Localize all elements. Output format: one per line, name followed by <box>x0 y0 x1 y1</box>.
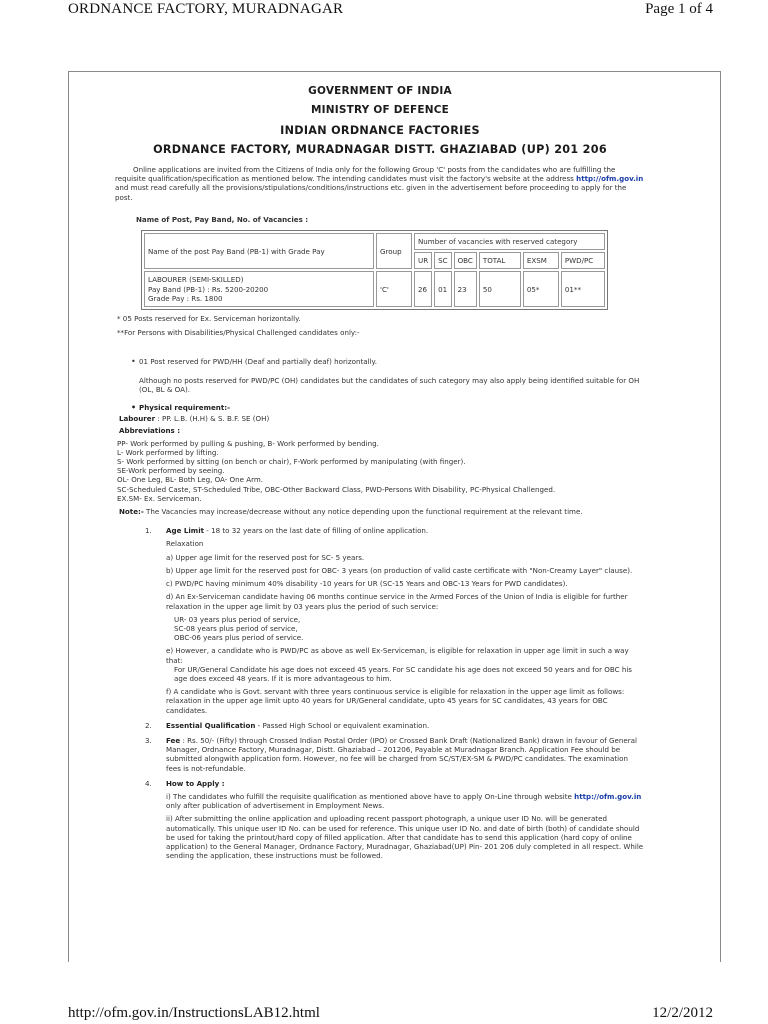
table-notes <box>117 314 645 337</box>
subheader-exsm: EXSM <box>523 252 559 269</box>
title-factory-address: ORDNANCE FACTORY, MURADNAGAR DISTT. GHAZIABAD (UP) 201 206 <box>153 143 607 156</box>
cell-sc: 01 <box>434 271 451 307</box>
title-ordnance-factories: INDIAN ORDNANCE FACTORIES <box>280 124 480 137</box>
website-link[interactable]: http://ofm.gov.in <box>576 174 644 184</box>
abbreviations-list <box>117 439 645 503</box>
apply-title: How to Apply : <box>166 778 225 788</box>
print-header <box>0 0 768 22</box>
subheader-sc: SC <box>434 252 451 269</box>
abbr-line: EX.SM- Ex. Serviceman. <box>117 493 202 503</box>
cell-ur: 26 <box>414 271 432 307</box>
list-item: UR- 03 years plus period of service, <box>174 614 301 624</box>
age-title: Age Limit <box>166 526 205 536</box>
vacancy-section-label: Name of Post, Pay Band, No. of Vacancies : <box>136 214 309 224</box>
apply-website-link[interactable]: http://ofm.gov.in <box>574 791 642 801</box>
qualification-title: Essential Qualification <box>166 720 256 730</box>
list-item-how-to-apply <box>115 779 645 861</box>
apply-i-text-1: i) The candidates who fulfill the requisite qualification as mentioned above have to apply On-Line through website <box>166 791 575 801</box>
header-post: Name of the post Pay Band (PB-1) with Grade Pay <box>144 233 374 269</box>
item-number: 4. <box>145 778 152 788</box>
pwd-bullet: • 01 Post reserved for PWD/HH (Deaf and partially deaf) horizontally. <box>115 357 645 366</box>
post-grade-pay: Grade Pay : Rs. 1800 <box>148 293 223 303</box>
relaxation-b: b) Upper age limit for the reserved post for OBC- 3 years (on production of valid caste certificate with "Non-Creamy Layer" clause). <box>166 565 633 575</box>
intro-text-1: Online applications are invited from the Citizens of India only for the following Group 'C' posts from the candidates who are fulfilling the requisite qualification/specification as mentioned below. The intending candidates must visit the factory's website at the address <box>115 165 616 184</box>
table-row <box>144 271 605 307</box>
title-government: GOVERNMENT OF INDIA <box>308 85 452 97</box>
header-group: Group <box>376 233 412 269</box>
abbreviations-title: Abbreviations : <box>119 426 181 436</box>
header-vacancies: Number of vacancies with reserved category <box>414 233 605 250</box>
relaxation-label: Relaxation <box>166 539 204 549</box>
apply-step-ii: ii) After submitting the online application and uploading recent passport photograph, a unique user ID No. will be generated automatically. This unique user ID No. can be used for reference. This unique user ID No. and date of birth (both) of candidate should be used for taking the printout/hard copy of filled application. After that candidate has to send this application (hard copy of online application) to the General Manager, Ordnance Factory, Muradnagar, Ghaziabad(UP) Pin- 201 206 duly completed in all respect. While sending the application, these instructions must be followed. <box>166 814 644 861</box>
post-pay-band: Pay Band (PB-1) : Rs. 5200-20200 <box>148 284 269 294</box>
apply-i-text-2: only after publication of advertisement in Employment News. <box>166 801 385 811</box>
abbr-line: S- Work performed by sitting (on bench or chair), F-Work performed by manipulating (with finger). <box>117 457 466 467</box>
abbr-line: SE-Work performed by seeing. <box>117 466 225 476</box>
relaxation-d-list <box>166 615 645 643</box>
footer-date: 12/2/2012 <box>652 1005 713 1021</box>
age-text: - 18 to 32 years on the last date of filling of online application. <box>204 526 429 536</box>
vacancy-table <box>141 230 608 310</box>
relaxation-e: e) However, a candidate who is PWD/PC as above as well Ex-Serviceman, is eligible for relaxation in upper age limit in such a way that: <box>166 646 629 665</box>
abbr-line: OL- One Leg, BL- Both Leg, OA- One Arm. <box>117 475 264 485</box>
note-pwd: **For Persons with Disabilities/Physical Challenged candidates only:- <box>117 328 360 338</box>
list-item-qualification <box>115 721 645 730</box>
header-site-title: ORDNANCE FACTORY, MURADNAGAR <box>68 1 344 17</box>
cell-post <box>144 271 374 307</box>
note-label: Note:- <box>119 507 144 517</box>
item-number: 2. <box>145 720 152 730</box>
item-number: 1. <box>145 526 152 536</box>
subheader-obc: OBC <box>454 252 477 269</box>
list-item: OBC-06 years plus period of service. <box>174 633 304 643</box>
pwd-oh-note: Although no posts reserved for PWD/PC (OH) candidates but the candidates of such category may also apply being identified suitable for OH (OL, BL & OA). <box>139 375 640 394</box>
fee-title: Fee <box>166 735 181 745</box>
title-ministry: MINISTRY OF DEFENCE <box>311 104 449 116</box>
relaxation-f: f) A candidate who is Govt. servant with three years continuous service is eligible for relaxation in the upper age limit as follows: relaxation in the upper age limit upto 40 years for UR/General candidate, upto 45 years for SC candidates, 43 years for OBC candidates. <box>166 687 625 715</box>
document-content <box>115 83 645 866</box>
relaxation-e-detail: For UR/General Candidate his age does not exceed 45 years. For SC candidate his age does not exceed 50 years and for OBC his age does exceed 48 years. If it is more advantageous to him. <box>174 664 633 683</box>
cell-group: 'C' <box>376 271 412 307</box>
relaxation-d: d) An Ex-Serviceman candidate having 06 months continue service in the Armed Forces of the Union of India is eligible for further relaxation in the upper age limit by 03 years plus the period of such service: <box>166 592 628 611</box>
footer-url[interactable]: http://ofm.gov.in/InstructionsLAB12.html <box>68 1005 320 1021</box>
subheader-ur: UR <box>414 252 432 269</box>
physical-labourer <box>119 414 645 423</box>
header-page-number: Page 1 of 4 <box>645 1 713 17</box>
list-item-age <box>115 526 645 714</box>
relaxation-c: c) PWD/PC having minimum 40% disability -10 years for UR (SC-15 Years and OBC-13 Years for PWD candidates). <box>166 579 568 589</box>
cell-pwd: 01** <box>561 271 605 307</box>
table-header-row <box>144 233 605 250</box>
labourer-label: Labourer <box>119 414 156 424</box>
fee-text: : Rs. 50/- (Fifty) through Crossed Indian Postal Order (IPO) or Crossed Bank Draft (Nationalized Bank) drawn in favour of General Manager, Ordnance Factory, Muradnagar, Distt. Ghaziabad – 201206, Payable at Muradnagar Branch. Application Fee should be submitted alongwith application form. However, no fee will be charged from SC/ST/EX-SM & PWD/PC candidates. The examination fees is not-refundable. <box>166 735 637 773</box>
cell-exsm: 05* <box>523 271 559 307</box>
post-name: LABOURER (SEMI-SKILLED) <box>148 275 244 285</box>
cell-obc: 23 <box>454 271 477 307</box>
list-item: SC-08 years plus period of service, <box>174 623 298 633</box>
cell-total: 50 <box>479 271 521 307</box>
relaxation-a: a) Upper age limit for the reserved post for SC- 5 years. <box>166 552 365 562</box>
intro-paragraph <box>115 165 645 202</box>
abbr-line: SC-Scheduled Caste, ST-Scheduled Tribe, OBC-Other Backward Class, PWD-Persons With Disability, PC-Physical Challenged. <box>117 484 556 494</box>
qualification-text: - Passed High School or equivalent examination. <box>255 720 430 730</box>
abbr-line: L- Work performed by lifting. <box>117 447 219 457</box>
labourer-value: : PP. L.B. (H.H) & S. B.F. SE (OH) <box>155 414 270 424</box>
physical-title: • Physical requirement:- <box>115 403 645 412</box>
intro-text-2: and must read carefully all the provisions/stipulations/conditions/instructions etc. given in the advertisement before proceeding to apply for the post. <box>115 183 627 202</box>
note-text: The Vacancies may increase/decrease without any notice depending upon the functional requirement at the relevant time. <box>143 507 583 517</box>
note-exsm: * 05 Posts reserved for Ex. Serviceman horizontally. <box>117 314 301 324</box>
subheader-total: TOTAL <box>479 252 521 269</box>
item-number: 3. <box>145 735 152 745</box>
apply-step-i <box>166 792 645 810</box>
vacancy-note <box>119 507 645 516</box>
title-block <box>115 83 645 159</box>
instructions-list <box>115 526 645 860</box>
subheader-pwd: PWD/PC <box>561 252 605 269</box>
list-item-fee <box>115 736 645 773</box>
abbr-line: PP- Work performed by pulling & pushing, B- Work performed by bending. <box>117 438 379 448</box>
print-footer <box>0 1002 768 1024</box>
